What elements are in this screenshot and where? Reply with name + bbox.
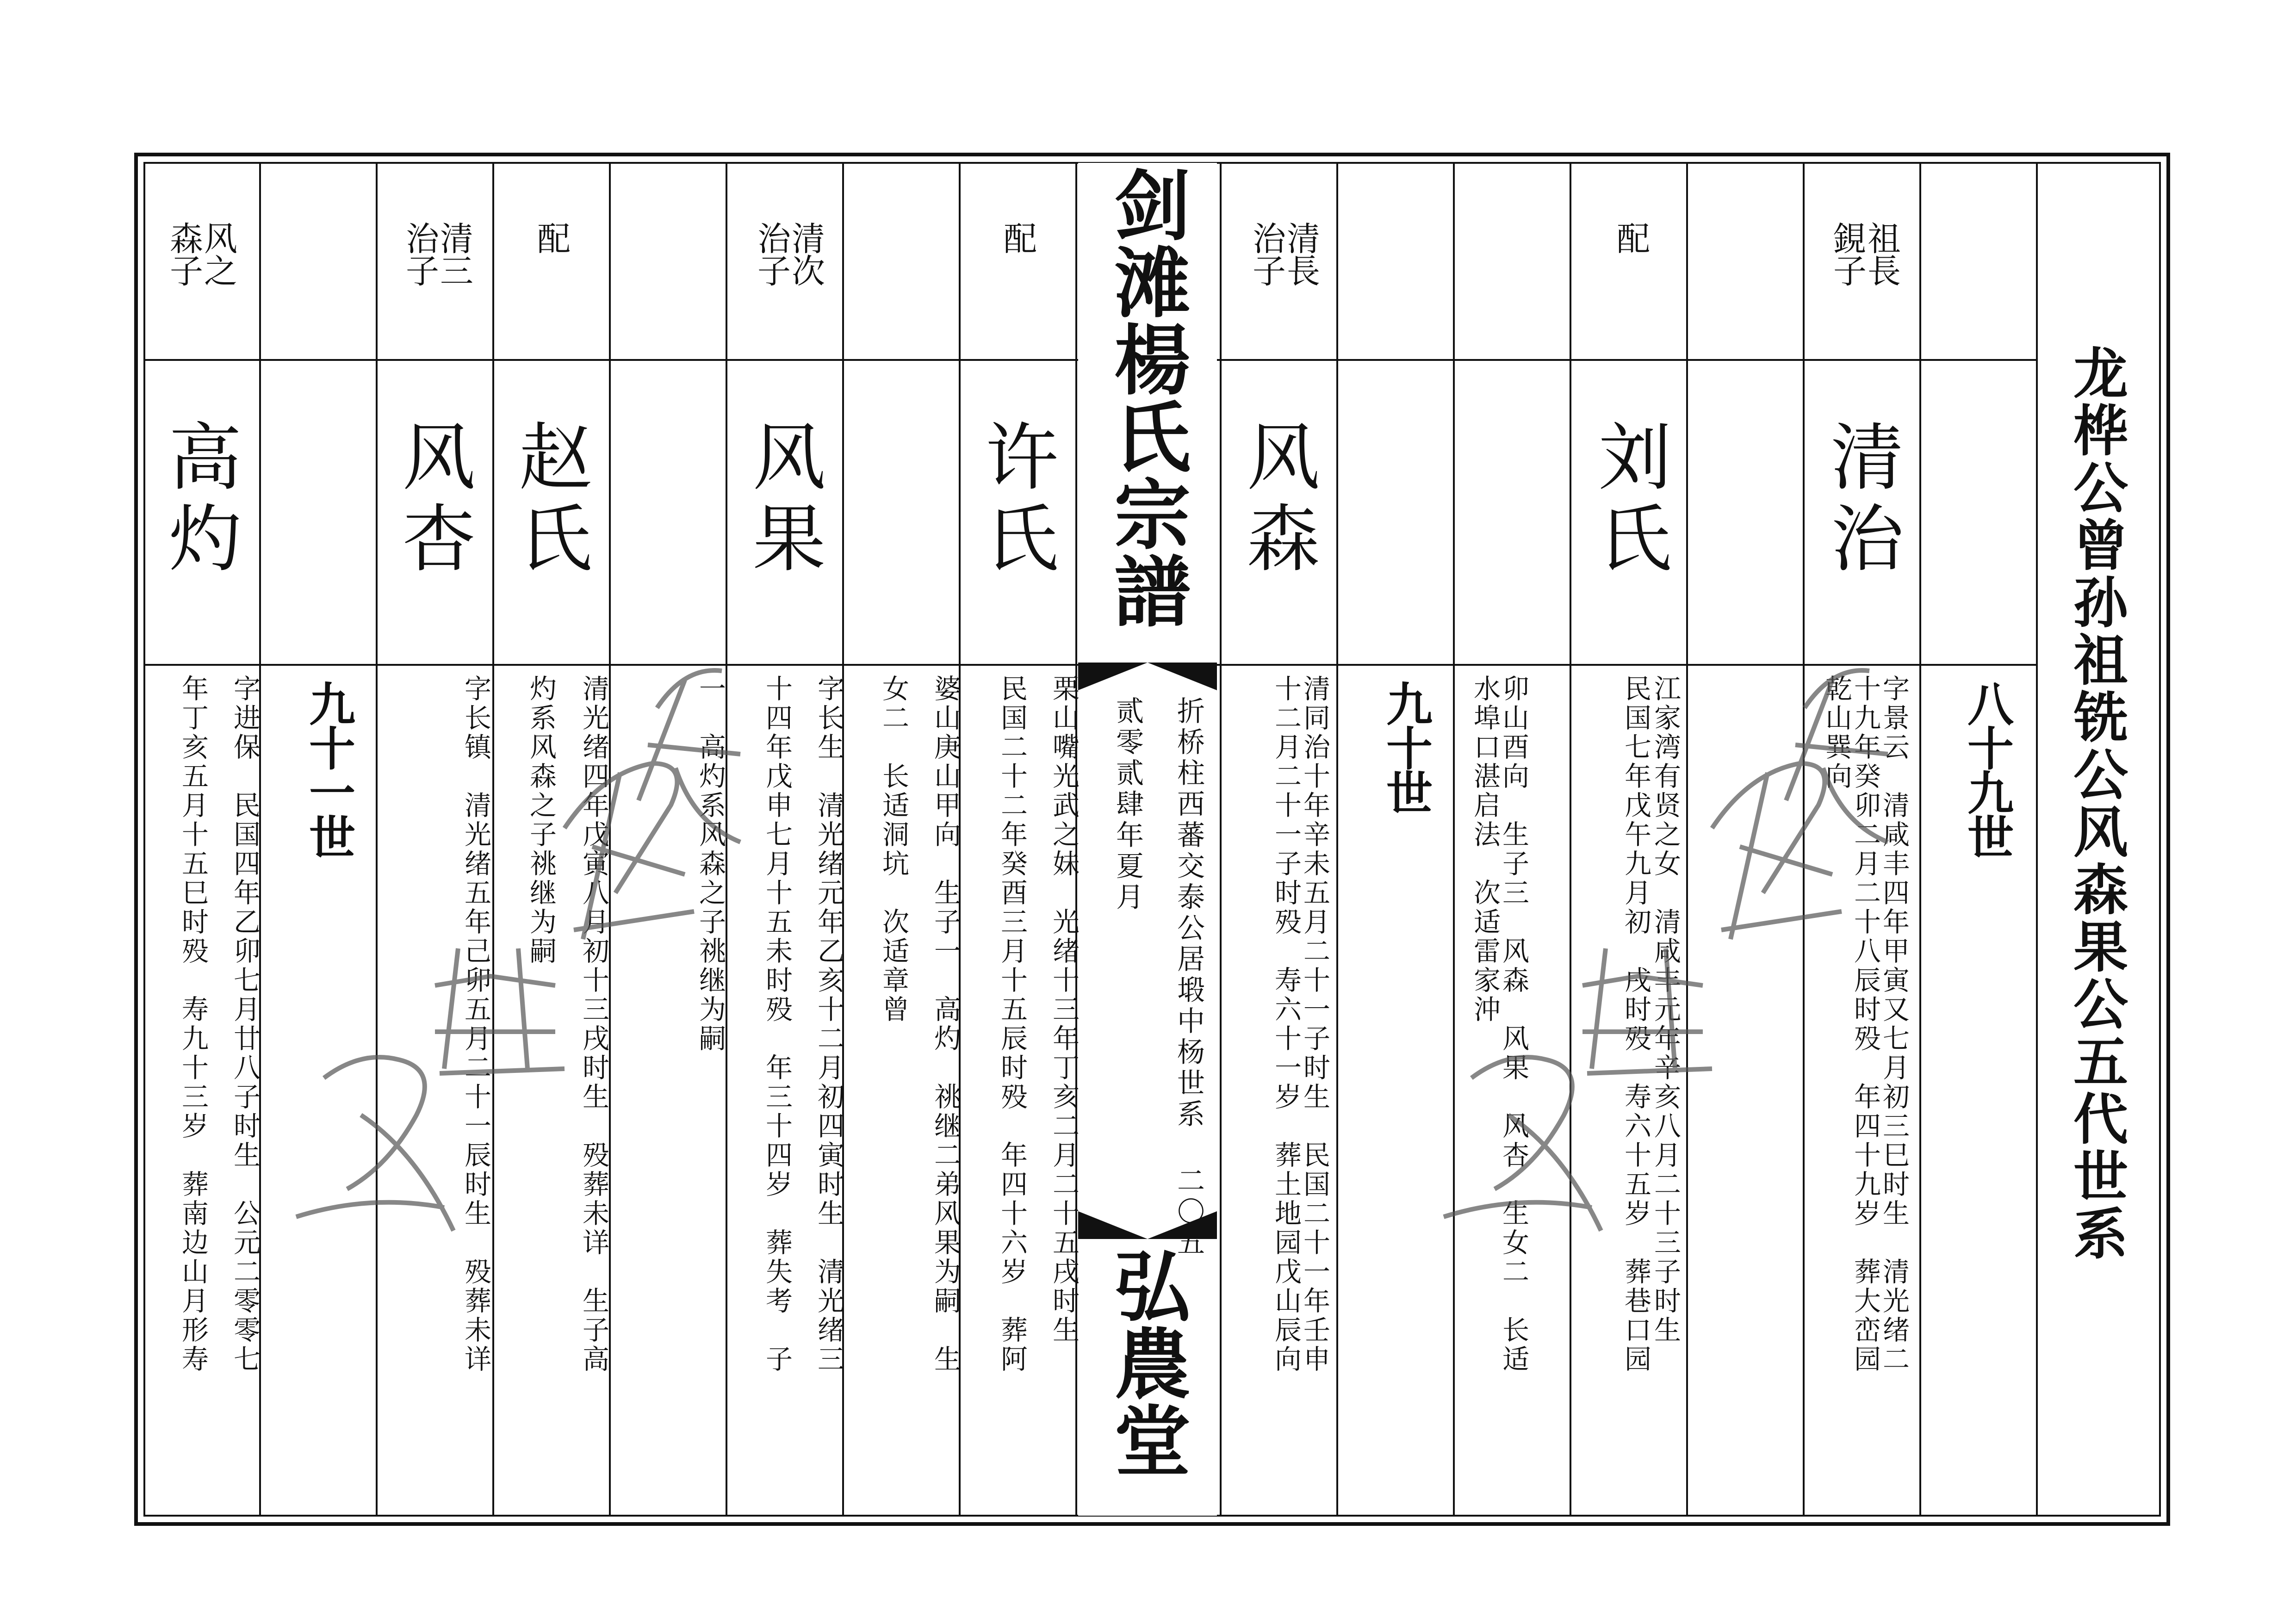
bio-line: 乾山巽向: [1821, 675, 1852, 791]
relation-label: 配: [532, 221, 571, 254]
bio-line: 字景云 清咸丰四年甲寅又七月初三巳时生 清光绪二: [1878, 675, 1910, 1374]
date-line: 贰零贰肆年夏月: [1111, 696, 1144, 913]
ribbon-top: [1078, 663, 1217, 690]
bio-line: 字进保 民国四年乙卯七月廿八子时生 公元二零零七: [229, 675, 261, 1374]
person-name: 清治: [1818, 419, 1904, 582]
bio-line: 民国二十二年癸酉三月十五辰时殁 年四十六岁 葬阿: [996, 675, 1028, 1374]
bio-line: 十九年癸卯二月二十八辰时殁 年四十九岁 葬大峦园: [1849, 675, 1881, 1374]
person-name: 高灼: [156, 419, 242, 582]
generation-label: 八十九世: [1960, 680, 2014, 858]
bio-line: 清光绪四年戊寅八月初十三戌时生 殁葬未详 生子高: [578, 675, 609, 1374]
bio-line: 字长镇 清光绪五年己卯五月二十一辰时生 殁葬未详: [460, 675, 491, 1374]
bio-line: 江家湾有贤之女 清咸丰元年辛亥八月二十三子时生: [1650, 675, 1681, 1345]
bio-line: 灼系风森之子祧继为嗣: [525, 675, 557, 966]
bio-line: 卯山酉向 生子三 风森 风果 风杏 生女二 长适: [1498, 675, 1529, 1374]
source-line: 折桥柱西蕃交泰公居塅中杨世系 二〇五: [1173, 696, 1205, 1259]
bio-line: 栗山嘴光武之妹 光绪十三年丁亥二月二十五戌时生: [1048, 675, 1080, 1345]
bio-line: 字长生 清光绪元年乙亥十二月初四寅时生 清光绪三: [813, 675, 844, 1374]
generation-label: 九十一世: [301, 680, 356, 858]
bio-line: 十二月二十一子时殁 寿六十一岁 葬土地园戊山辰向: [1270, 675, 1302, 1374]
watermark-stamp: [241, 569, 777, 1319]
relation-label: 清長 治子: [1247, 221, 1320, 286]
col-divider: [2036, 163, 2038, 1516]
person-name: 风果: [740, 419, 825, 582]
bio-line: 水埠口湛启法 次适雷家沖: [1469, 675, 1501, 1024]
relation-label: 配: [1611, 221, 1650, 254]
person-name: 许氏: [973, 419, 1058, 582]
relation-label: 清次 治子: [752, 221, 825, 286]
person-name: 风森: [1235, 419, 1320, 582]
bio-line: 民国七年戊午九月初 戌时殁 寿六十五岁 葬巷口园: [1620, 675, 1651, 1374]
person-name: 赵氏: [507, 419, 592, 582]
person-name: 风杏: [390, 419, 475, 582]
watermark-stamp: [1388, 569, 1925, 1319]
ribbon-bottom: [1078, 1211, 1217, 1239]
bio-line: 年丁亥五月十五巳时殁 寿九十三岁 葬南边山月形寿: [177, 675, 209, 1374]
bio-line: 十四年戊申七月十五未时殁 年三十四岁 葬失考 子: [761, 675, 793, 1374]
relation-label: 祖長 鋧子: [1828, 221, 1901, 286]
hall-name: 弘農堂: [1102, 1247, 1191, 1479]
document-title: 龙桦公曾孙祖铣公风森果公五代世系: [2064, 345, 2128, 1263]
person-name: 刘氏: [1586, 419, 1671, 582]
relation-label: 风之 森子: [164, 221, 237, 286]
relation-label: 清三 治子: [400, 221, 473, 286]
relation-label: 配: [998, 221, 1037, 254]
bio-line: 清同治十年辛未五月二十一子时生 民国二十一年壬申: [1299, 675, 1330, 1374]
genealogy-title: 剑滩楊氏宗譜: [1102, 166, 1191, 629]
bio-line: 女二 长适洞坑 次适章曾: [878, 675, 909, 1024]
bio-line: 婆山庚山甲向 生子一 高灼 祧继二弟风果为嗣 生: [930, 675, 961, 1374]
col-divider: [1220, 163, 1222, 1516]
generation-label: 九十世: [1378, 680, 1433, 813]
bio-line: 一 高灼系风森之子祧继为嗣: [695, 675, 726, 1053]
